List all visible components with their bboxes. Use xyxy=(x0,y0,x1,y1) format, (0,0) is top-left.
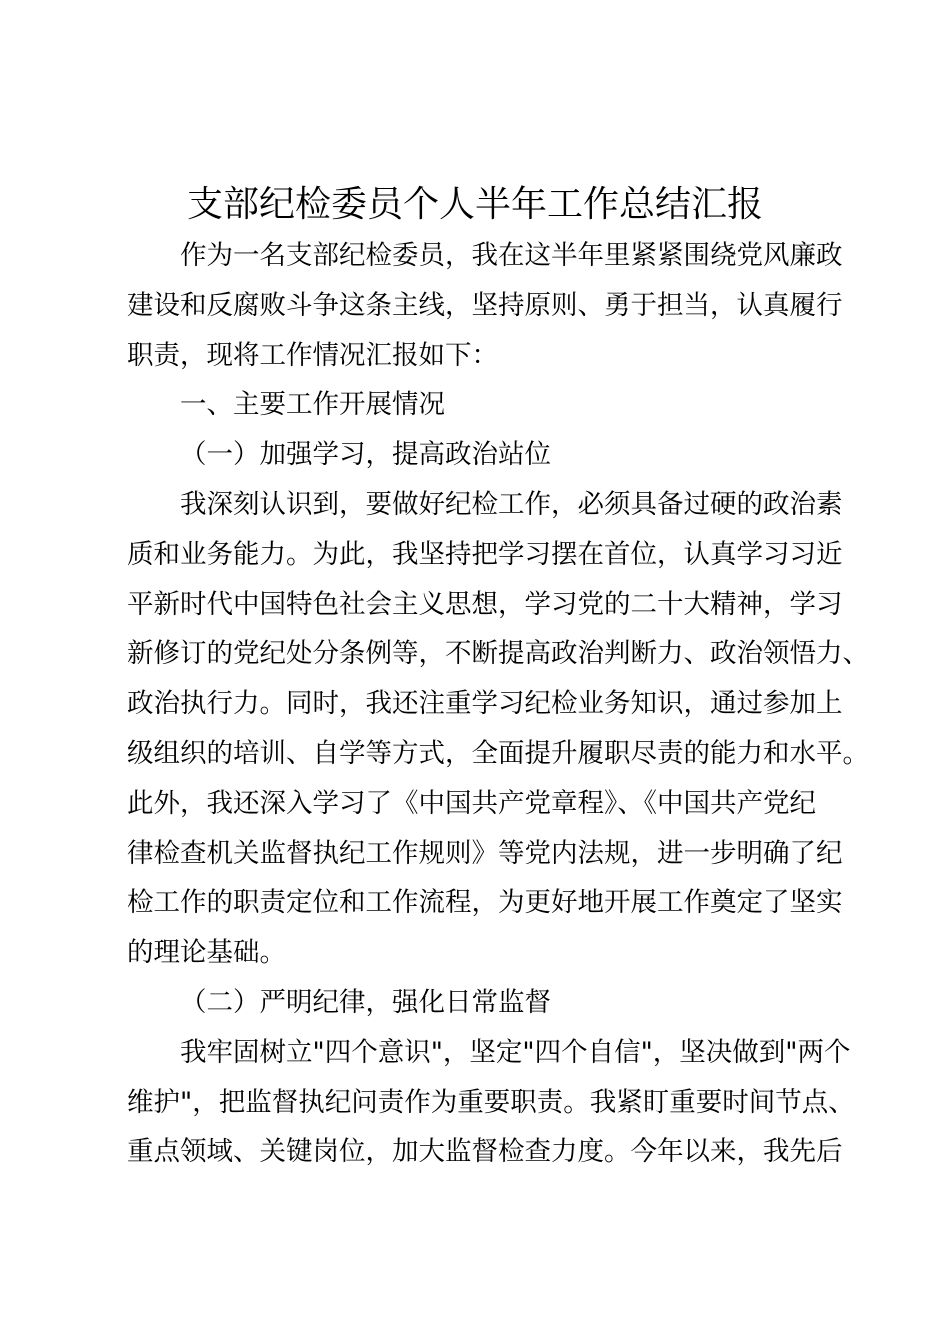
paragraph-line: 此外，我还深入学习了《中国共产党章程》、《中国共产党纪 xyxy=(127,787,816,819)
paragraph-line: 职责，现将工作情况汇报如下： xyxy=(127,339,498,371)
paragraph-line: 质和业务能力。为此，我坚持把学习摆在首位，认真学习习近 xyxy=(127,538,843,570)
paragraph-line: 律检查机关监督执纪工作规则》等党内法规，进一步明确了纪 xyxy=(127,837,843,869)
paragraph-start-line: 作为一名支部纪检委员，我在这半年里紧紧围绕党风廉政 xyxy=(180,240,843,271)
paragraph-line: 重点领域、关键岗位，加大监督检查力度。今年以来，我先后 xyxy=(127,1136,843,1168)
paragraph-start-line: （二）严明纪律，强化日常监督 xyxy=(180,986,551,1018)
paragraph-line: 建设和反腐败斗争这条主线，坚持原则、勇于担当，认真履行 xyxy=(127,289,843,321)
paragraph-line: 的理论基础。 xyxy=(127,937,286,969)
paragraph-start-line: （一）加强学习，提高政治站位 xyxy=(180,439,551,471)
paragraph-line: 级组织的培训、自学等方式，全面提升履职尽责的能力和水平。 xyxy=(127,737,869,769)
document-title: 支部纪检委员个人半年工作总结汇报 xyxy=(186,184,763,225)
paragraph-line: 维护"，把监督执纪问责作为重要职责。我紧盯重要时间节点、 xyxy=(127,1086,855,1118)
paragraph-line: 平新时代中国特色社会主义思想，学习党的二十大精神，学习 xyxy=(127,588,843,620)
document-body xyxy=(127,231,869,1177)
paragraph-line: 新修订的党纪处分条例等，不断提高政治判断力、政治领悟力、 xyxy=(127,638,869,670)
paragraph-line: 检工作的职责定位和工作流程，为更好地开展工作奠定了坚实 xyxy=(127,887,843,919)
paragraph-start-line: 我深刻认识到，要做好纪检工作，必须具备过硬的政治素 xyxy=(180,488,843,520)
paragraph-start-line: 我牢固树立"四个意识"，坚定"四个自信"，坚决做到"两个 xyxy=(180,1036,851,1068)
paragraph-start-line: 一、主要工作开展情况 xyxy=(180,389,445,421)
paragraph-line: 政治执行力。同时，我还注重学习纪检业务知识，通过参加上 xyxy=(127,688,843,720)
